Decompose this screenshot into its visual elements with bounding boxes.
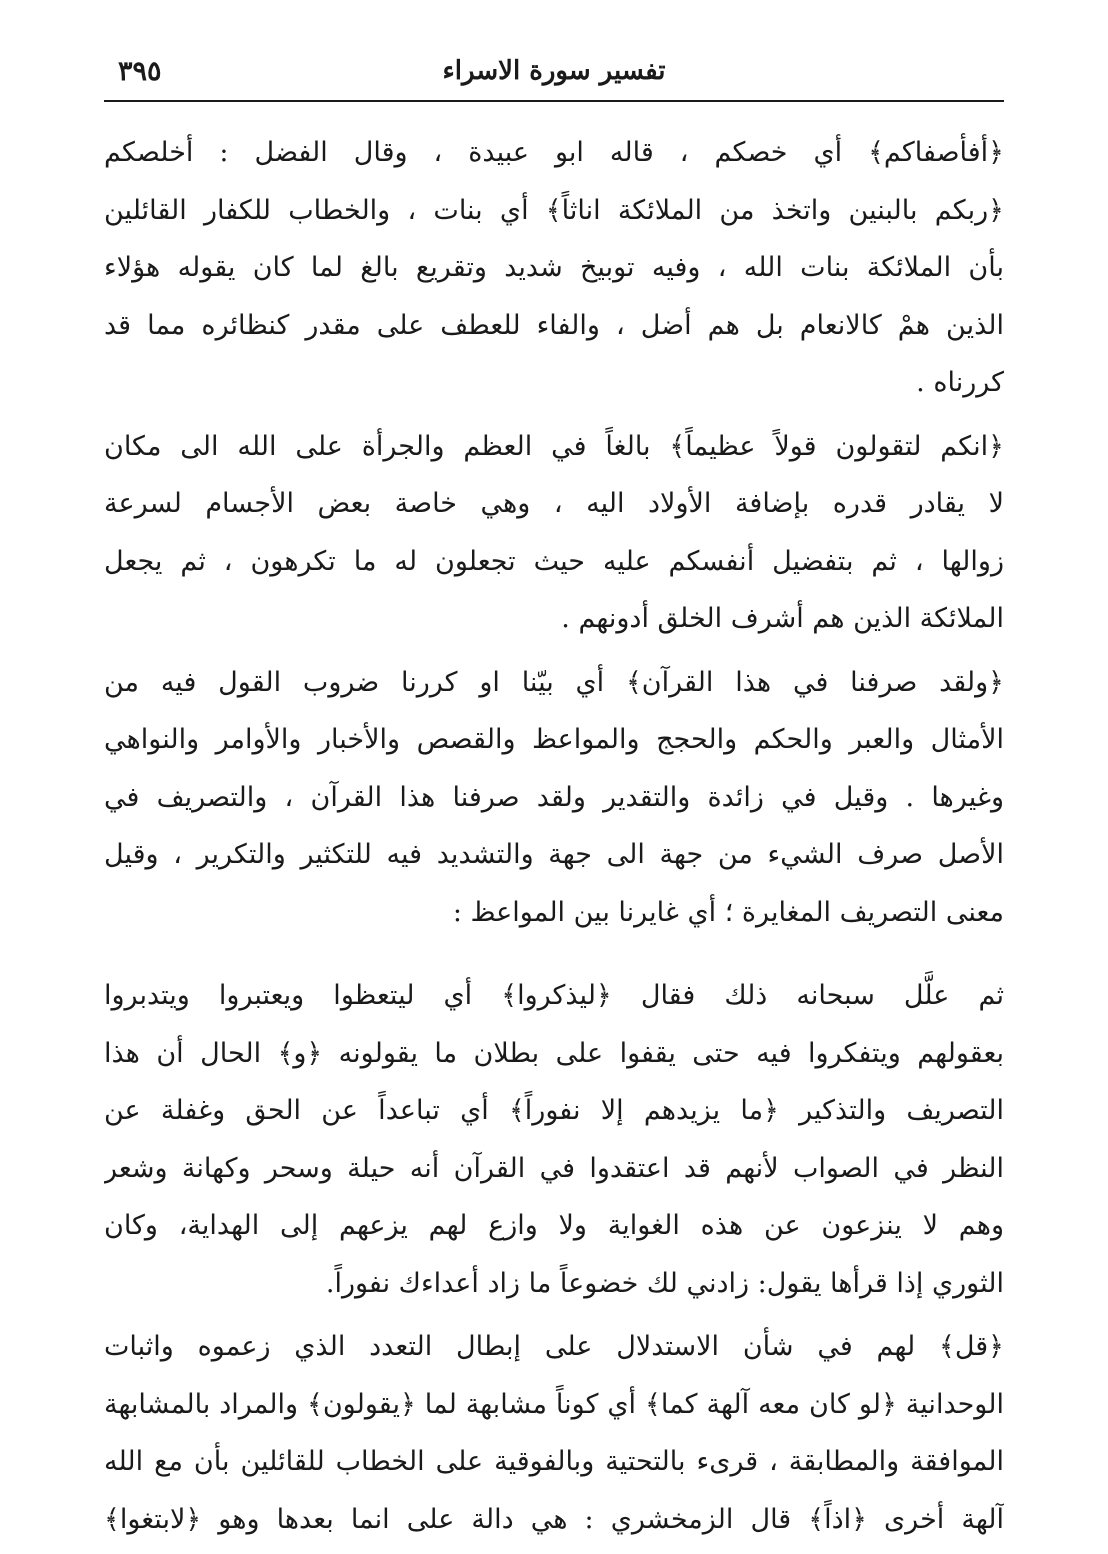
text-line: بأن الملائكة بنات الله ، وفيه توبيخ شديد وتقريع بالغ لما كان يقوله هؤلاء <box>104 252 1004 283</box>
text-line: آلهة أخرى ﴿اذاً﴾ قال الزمخشري : هي دالة على انما بعدها وهو ﴿لابتغوا﴾ <box>104 1503 1004 1535</box>
text-line: بعقولهم ويتفكروا فيه حتى يقفوا على بطلان ما يقولونه ﴿و﴾ الحال أن هذا <box>104 1037 1004 1069</box>
text-line: التصريف والتذكير ﴿ما يزيدهم إلا نفوراً﴾ أي تباعداً عن الحق وغفلة عن <box>104 1095 1004 1126</box>
text-line: الوحدانية ﴿لو كان معه آلهة كما﴾ أي كوناً مشابهة لما ﴿يقولون﴾ والمراد بالمشابهة <box>104 1388 1004 1420</box>
text-line: ﴿أفأصفاكم﴾ أي خصكم ، قاله ابو عبيدة ، وقال الفضل : أخلصكم <box>104 137 1004 168</box>
paragraph-walaqad-sarrafna <box>104 654 1004 942</box>
paragraph-afasfakum <box>104 124 1004 412</box>
running-header <box>104 54 1004 102</box>
paragraph-qul <box>104 1318 1004 1548</box>
header-title: تفسير سورة الاسراء <box>442 56 666 86</box>
text-line: لا يقادر قدره بإضافة الأولاد اليه ، وهي خاصة بعض الأجسام لسرعة <box>104 488 1004 519</box>
page-number: ٣٩٥ <box>118 56 162 87</box>
text-line: ﴿ربكم بالبنين واتخذ من الملائكة اناثاً﴾ أي بنات ، والخطاب للكفار القائلين <box>104 194 1004 226</box>
text-line: زوالها ، ثم بتفضيل أنفسكم عليه حيث تجعلون له ما تكرهون ، ثم يجعل <box>104 545 1004 577</box>
text-line: الموافقة والمطابقة ، قرىء بالتحتية وبالفوقية على الخطاب للقائلين بأن مع الله <box>104 1446 1004 1477</box>
text-line: ثم علَّل سبحانه ذلك فقال ﴿ليذكروا﴾ أي ليتعظوا ويعتبروا ويتدبروا <box>104 980 1004 1011</box>
text-line: ﴿ولقد صرفنا في هذا القرآن﴾ أي بيّنا او كررنا ضروب القول فيه من <box>104 666 1004 698</box>
paragraph-thumma-allala <box>104 967 1004 1312</box>
text-line: ﴿قل﴾ لهم في شأن الاستدلال على إبطال التعدد الذي زعموه واثبات <box>104 1331 1004 1362</box>
body-text <box>104 124 1004 1548</box>
paragraph-innakum <box>104 418 1004 648</box>
text-line: الثوري إذا قرأها يقول: زادني لك خضوعاً ما زاد أعداءك نفوراً. <box>325 1267 1004 1299</box>
text-line: وغيرها . وقيل في زائدة والتقدير ولقد صرفنا هذا القرآن ، والتصريف في <box>104 781 1004 813</box>
text-line: الملائكة الذين هم أشرف الخلق أدونهم . <box>561 603 1004 634</box>
text-line: معنى التصريف المغايرة ؛ أي غايرنا بين المواعظ : <box>452 896 1004 928</box>
text-line: ﴿انكم لتقولون قولاً عظيماً﴾ بالغاً في العظم والجرأة على الله الى مكان <box>104 430 1004 462</box>
text-line: الذين همْ كالانعام بل هم أضل ، والفاء للعطف على مقدر كنظائره مما قد <box>104 309 1004 341</box>
text-line: النظر في الصواب لأنهم قد اعتقدوا في القرآن أنه حيلة وسحر وكهانة وشعر <box>104 1152 1004 1184</box>
text-line: الأصل صرف الشيء من جهة الى جهة والتشديد فيه للتكثير والتكرير ، وقيل <box>104 839 1004 870</box>
text-line: الأمثال والعبر والحكم والحجج والمواعظ والقصص والأخبار والأوامر والنواهي <box>104 724 1004 755</box>
text-line: كررناه . <box>916 367 1004 398</box>
text-line: وهم لا ينزعون عن هذه الغواية ولا وازع لهم يزعهم إلى الهداية، وكان <box>104 1210 1004 1241</box>
